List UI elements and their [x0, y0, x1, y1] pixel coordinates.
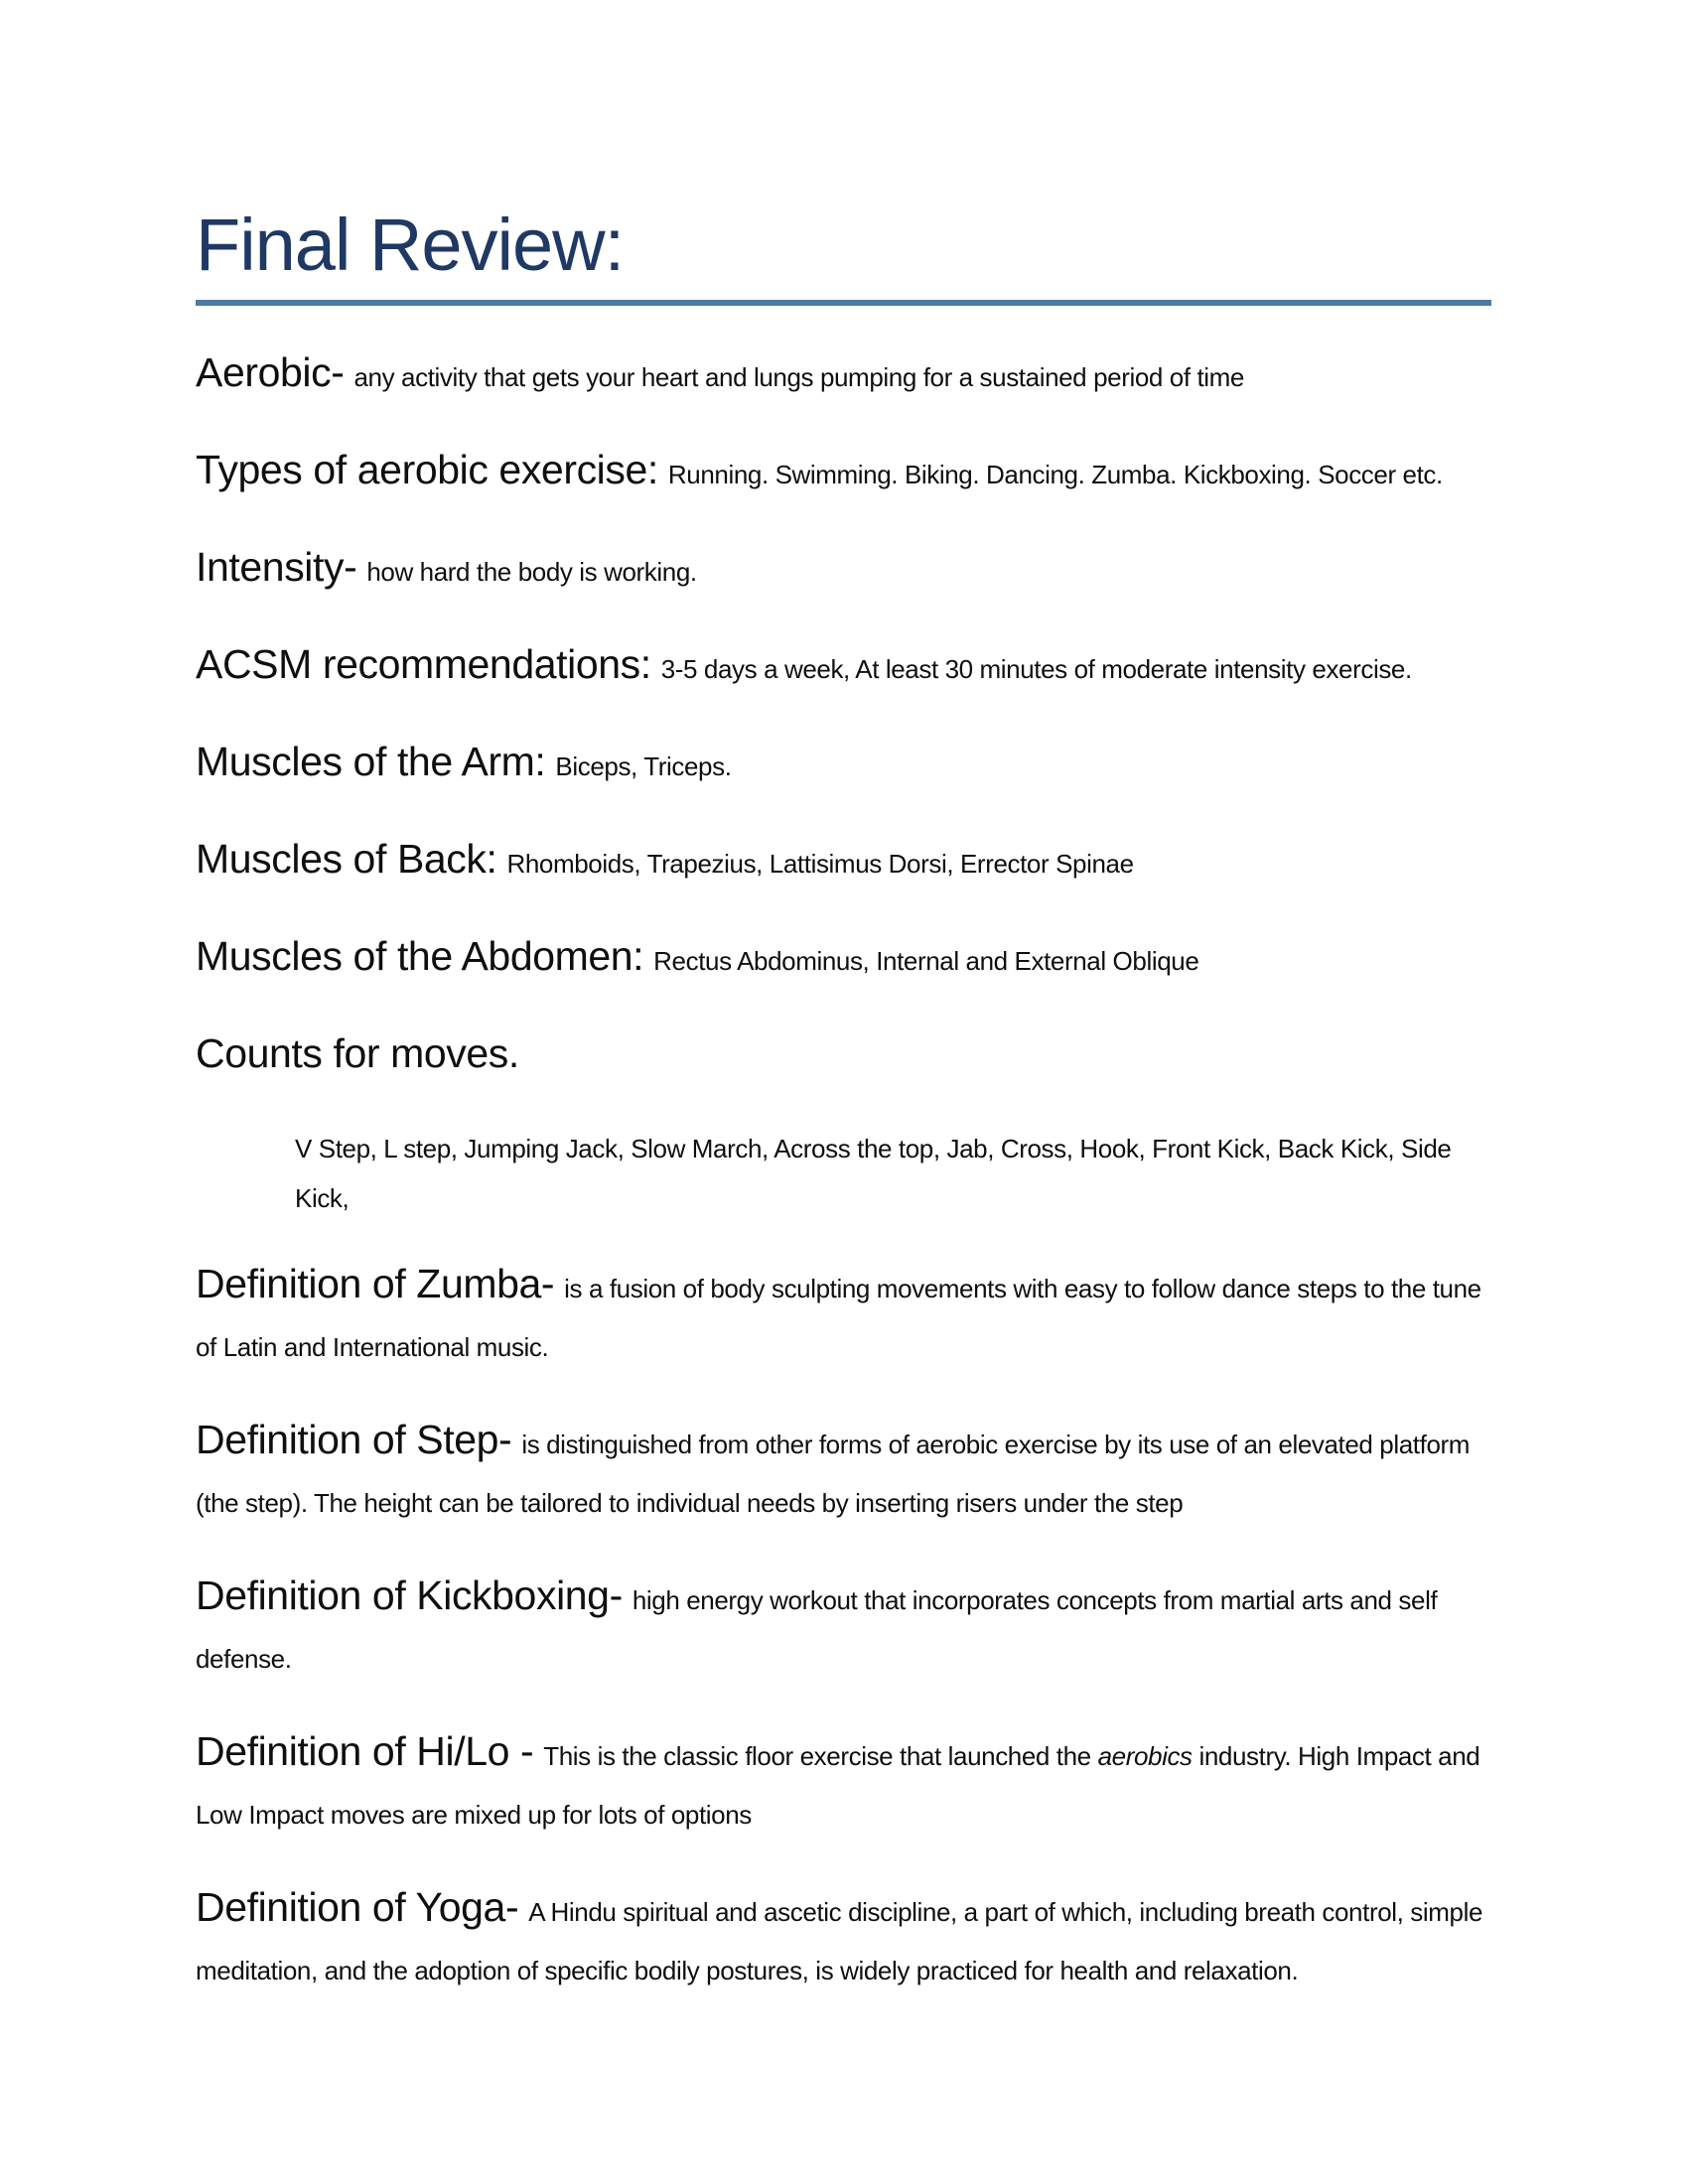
- entry-definition-of-kickboxing: [196, 1569, 1491, 1691]
- entry-body: is distinguished from other forms of aerobic exercise by its use of an elevated platform (the step). The height can be tailored to individual needs by inserting risers under the step: [196, 1429, 1471, 1518]
- entry-body: Rectus Abdominus, Internal and External Oblique: [653, 945, 1199, 976]
- entry-body: any activity that gets your heart and lungs pumping for a sustained period of time: [353, 361, 1244, 392]
- entry-body-pre: This is the classic floor exercise that launched the: [543, 1740, 1098, 1771]
- entry-heading: Types of aerobic exercise:: [196, 446, 658, 492]
- entry-definition-of-yoga: [196, 1880, 1491, 2002]
- entry-muscles-of-the-abdomen: [196, 929, 1491, 993]
- entry-body: how hard the body is working.: [366, 556, 697, 587]
- entry-body: Running. Swimming. Biking. Dancing. Zumba. Kickboxing. Soccer etc.: [667, 459, 1443, 489]
- entry-heading: Muscles of the Arm:: [196, 738, 546, 784]
- entry-types-of-aerobic-exercise: [196, 443, 1491, 506]
- entry-moves-list: V Step, L step, Jumping Jack, Slow March, Across the top, Jab, Cross, Hook, Front Kick, Back Kick, Side Kick,: [295, 1133, 1452, 1213]
- entry-heading: Definition of Step-: [196, 1416, 512, 1462]
- entry-heading: Definition of Hi/Lo -: [196, 1727, 534, 1774]
- entry-heading: ACSM recommendations:: [196, 640, 651, 687]
- entry-acsm-recommendations: [196, 637, 1491, 701]
- entry-definition-of-step: [196, 1413, 1491, 1535]
- entry-muscles-of-back: [196, 832, 1491, 895]
- entry-body: is a fusion of body sculpting movements with easy to follow dance steps to the tune of Latin and International music.: [196, 1273, 1481, 1362]
- entry-heading: Muscles of the Abdomen:: [196, 932, 644, 979]
- document-title: Final Review:: [196, 206, 1491, 306]
- entry-definition-of-hilo: [196, 1724, 1491, 1846]
- entry-heading: Definition of Zumba-: [196, 1260, 555, 1306]
- entry-aerobic: [196, 345, 1491, 409]
- entry-body: high energy workout that incorporates concepts from martial arts and self defense.: [196, 1584, 1438, 1674]
- entry-counts-for-moves: [196, 1026, 1491, 1090]
- entry-heading: Aerobic-: [196, 348, 345, 395]
- entry-heading: Counts for moves.: [196, 1029, 519, 1076]
- entry-body: A Hindu spiritual and ascetic discipline, a part of which, including breath control, simple meditation, and the adoption of specific bodily postures, is widely practiced for health and relaxation.: [196, 1896, 1483, 1985]
- entry-heading: Definition of Kickboxing-: [196, 1571, 623, 1618]
- entry-intensity: [196, 540, 1491, 604]
- entry-heading: Definition of Yoga-: [196, 1883, 519, 1930]
- entry-body-italic: aerobics: [1097, 1740, 1193, 1771]
- entry-heading: Intensity-: [196, 543, 357, 590]
- entry-heading: Muscles of Back:: [196, 835, 497, 882]
- entry-definition-of-zumba: [196, 1257, 1491, 1379]
- entry-body-post: industry. High Impact and Low Impact moves are mixed up for lots of options: [196, 1740, 1480, 1830]
- entry-body: 3-5 days a week, At least 30 minutes of moderate intensity exercise.: [660, 653, 1412, 684]
- entry-body: Rhomboids, Trapezius, Lattisimus Dorsi, Errector Spinae: [506, 848, 1134, 879]
- entry-body: Biceps, Triceps.: [555, 751, 732, 781]
- entry-muscles-of-the-arm: [196, 735, 1491, 798]
